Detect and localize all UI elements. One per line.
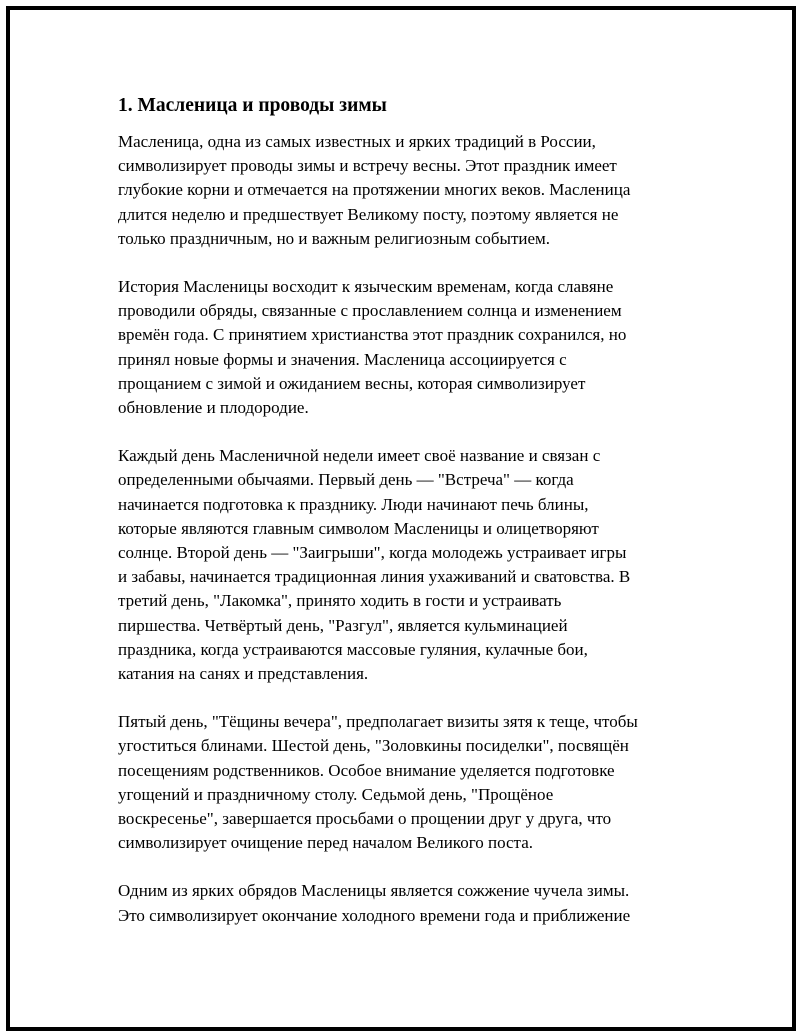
text-line: катания на санях и представления. (118, 664, 369, 684)
text-line: угощений и праздничному столу. Седьмой день, "Прощёное (118, 784, 554, 804)
text-line: начинается подготовка к празднику. Люди начинают печь блины, (118, 494, 589, 514)
text-line: символизирует проводы зимы и встречу весны. Этот праздник имеет (118, 156, 617, 176)
document-body (118, 92, 688, 952)
text-line: которые являются главным символом Масленицы и олицетворяют (118, 518, 599, 538)
text-line: символизирует очищение перед началом Великого поста. (118, 833, 533, 853)
text-line: и забавы, начинается традиционная линия ухаживаний и сватовства. В (118, 567, 631, 587)
paragraph-3 (118, 444, 688, 686)
text-line: Это символизирует окончание холодного времени года и приближение (118, 905, 631, 925)
paragraph-5 (118, 879, 688, 927)
text-line: глубокие корни и отмечается на протяжении многих веков. Масленица (118, 180, 631, 200)
text-line: только праздничным, но и важным религиозным событием. (118, 228, 551, 248)
paragraph-4 (118, 710, 688, 855)
text-line: длится неделю и предшествует Великому посту, поэтому является не (118, 204, 619, 224)
text-line: угоститься блинами. Шестой день, "Золовкины посиделки", посвящён (118, 736, 629, 756)
text-line: праздника, когда устраиваются массовые гуляния, кулачные бои, (118, 639, 588, 659)
paragraph-2 (118, 275, 688, 420)
text-line: Одним из ярких обрядов Масленицы является сожжение чучела зимы. (118, 881, 630, 901)
text-line: обновление и плодородие. (118, 398, 309, 418)
text-line: воскресенье", завершается просьбами о прощении друг у друга, что (118, 809, 612, 829)
text-line: посещениям родственников. Особое внимание уделяется подготовке (118, 760, 615, 780)
text-line: Масленица, одна из самых известных и ярких традиций в России, (118, 132, 596, 151)
text-line: История Масленицы восходит к языческим временам, когда славяне (118, 277, 614, 297)
section-heading: 1. Масленица и проводы зимы (118, 95, 387, 116)
text-line: пиршества. Четвёртый день, "Разгул", является кульминацией (118, 615, 568, 635)
text-line: Пятый день, "Тёщины вечера", предполагает визиты зятя к теще, чтобы (118, 712, 638, 732)
text-line: времён года. С принятием христианства этот праздник сохранился, но (118, 325, 627, 345)
text-line: третий день, "Лакомка", принято ходить в гости и устраивать (118, 591, 562, 611)
text-line: определенными обычаями. Первый день — "Встреча" — когда (118, 470, 574, 490)
text-line: Каждый день Масленичной недели имеет своё название и связан с (118, 446, 601, 466)
text-line: солнце. Второй день — "Заигрыши", когда молодежь устраивает игры (118, 543, 627, 563)
paragraph-1 (118, 130, 688, 251)
text-line: принял новые формы и значения. Масленица ассоциируется с (118, 349, 567, 369)
text-line: проводили обряды, связанные с прославлением солнца и изменением (118, 301, 622, 321)
text-line: прощанием с зимой и ожиданием весны, которая символизирует (118, 373, 586, 393)
